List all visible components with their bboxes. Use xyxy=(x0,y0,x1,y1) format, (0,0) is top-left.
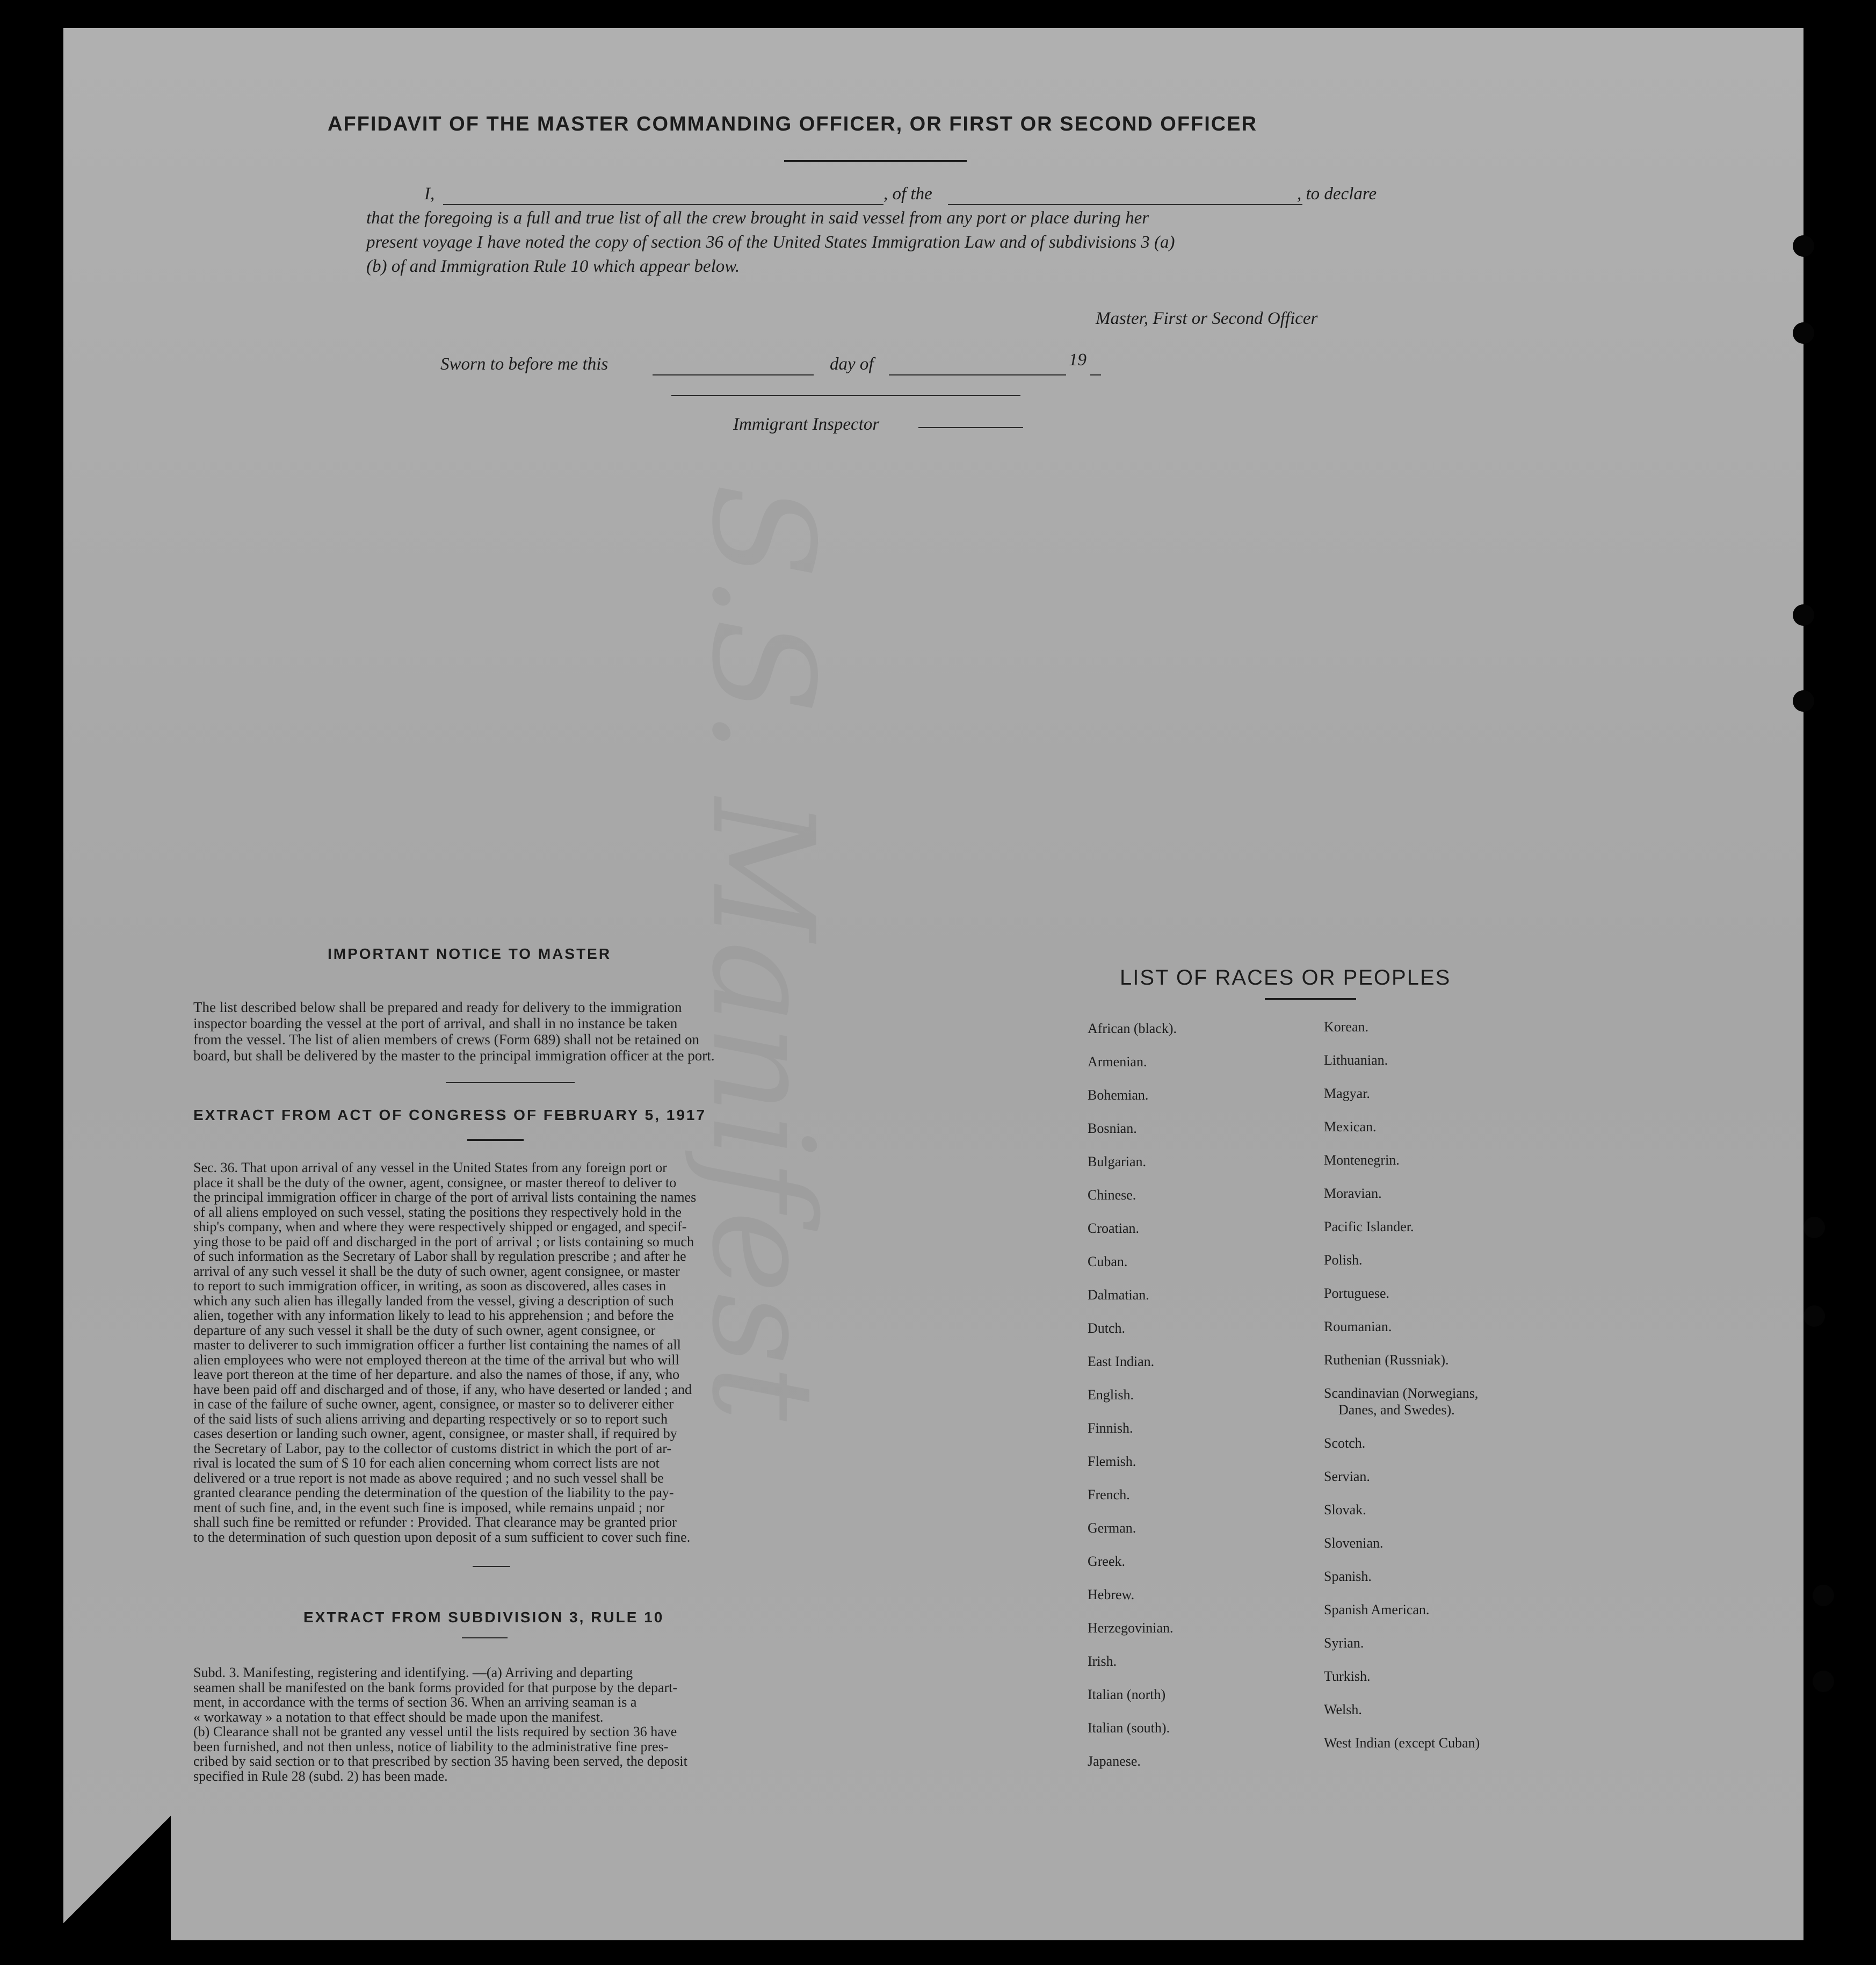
race-item: East Indian. xyxy=(1088,1354,1155,1369)
rule-line: ment, in accordance with the terms of section 36. When an arriving seaman is a xyxy=(193,1694,637,1710)
race-item: Italian (north) xyxy=(1088,1687,1166,1702)
signature-label: Master, First or Second Officer xyxy=(1096,309,1318,328)
day-of-label: day of xyxy=(830,355,874,374)
act-line: Sec. 36. That upon arrival of any vessel in the United States from any foreign port or xyxy=(193,1160,667,1175)
rule-extract-body xyxy=(193,1665,800,1783)
act-line: in case of the failure of suche owner, agent, consignee, or master so to deliverer either xyxy=(193,1396,674,1412)
race-item: Chinese. xyxy=(1088,1187,1136,1203)
race-item: Servian. xyxy=(1324,1469,1370,1484)
act-line: ying those to be paid off and discharged in the port of arrival ; or lists containing so much xyxy=(193,1233,694,1249)
act-line: which any such alien has illegally landed from the vessel, giving a description of such xyxy=(193,1292,674,1309)
sworn-label: Sworn to before me this xyxy=(440,355,609,374)
race-item: Montenegrin. xyxy=(1324,1152,1400,1168)
race-item: Dutch. xyxy=(1088,1320,1126,1336)
affidavit-title: AFFIDAVIT OF THE MASTER COMMANDING OFFICER, OR FIRST OR SECOND OFFICER xyxy=(328,113,1258,135)
act-line: ment of such fine, and, in the event such fine is imposed, while remains unpaid ; nor xyxy=(193,1499,665,1515)
race-item: Irish. xyxy=(1088,1653,1117,1669)
act-line: arrival of any such vessel it shall be the duty of such owner, agent consignee, or master xyxy=(193,1263,680,1279)
day-blank xyxy=(653,374,814,375)
punch-hole xyxy=(1803,1305,1825,1327)
name-blank xyxy=(443,204,883,205)
act-line: have been paid off and discharged and of those, if any, who have deserted or landed ; and xyxy=(193,1381,692,1397)
act-line: to report to such immigration officer, in writing, as soon as discovered, alles cases in xyxy=(193,1278,667,1294)
notice-line: from the vessel. The list of alien members of crews (Form 689) shall not be retained on xyxy=(193,1031,700,1047)
race-item: German. xyxy=(1088,1520,1136,1536)
rule-line: seamen shall be manifested on the bank forms provided for that purpose by the depart- xyxy=(193,1679,678,1695)
document-sheet xyxy=(63,28,1803,1940)
notice-line: inspector boarding the vessel at the port of arrival, and shall in no instance be taken xyxy=(193,1015,678,1031)
race-item: Spanish American. xyxy=(1324,1602,1430,1617)
rule-line: specified in Rule 28 (subd. 2) has been made. xyxy=(193,1768,448,1784)
month-blank xyxy=(889,374,1066,375)
act-extract-title: EXTRACT FROM ACT OF CONGRESS OF FEBRUARY 5, 1917 xyxy=(193,1107,707,1123)
race-item: West Indian (except Cuban) xyxy=(1324,1735,1480,1751)
race-item: Ruthenian (Russniak). xyxy=(1324,1352,1449,1368)
bleed-through-text: S.S. Manifest xyxy=(681,483,843,1421)
act-line: delivered or a true report is not made as above required ; and no such vessel shall be xyxy=(193,1470,664,1486)
act-line: alien, together with any information likely to lead to his apprehension ; and before the xyxy=(193,1307,674,1323)
race-item: Pacific Islander. xyxy=(1324,1219,1414,1234)
race-item: Croatian. xyxy=(1088,1220,1140,1236)
races-title: LIST OF RACES OR PEOPLES xyxy=(1120,966,1451,989)
act-line: rival is located the sum of $ 10 for each alien concerning whom correct lists are not xyxy=(193,1455,660,1471)
act-line: to the determination of such question upon deposit of a sum sufficient to cover such fine. xyxy=(193,1529,691,1545)
punch-hole xyxy=(1793,690,1814,712)
notice-title: IMPORTANT NOTICE TO MASTER xyxy=(328,945,612,962)
rule-line: (b) Clearance shall not be granted any vessel until the lists required by section 36 have xyxy=(193,1724,677,1739)
affidavit-line-2: that the foregoing is a full and true list of all the crew brought in said vessel from any port or place during her xyxy=(366,208,1149,228)
act-line: alien employees who were not employed thereon at the time of the arrival but who will xyxy=(193,1352,679,1368)
act-line: of such information as the Secretary of Labor shall by regulation prescribe ; and after he xyxy=(193,1248,686,1264)
race-item: Slovenian. xyxy=(1324,1535,1384,1551)
year-prefix: 19 xyxy=(1069,350,1087,370)
race-item: Moravian. xyxy=(1324,1186,1382,1201)
act-line: leave port thereon at the time of her departure. and also the names of those, if any, who xyxy=(193,1367,680,1382)
race-item: Bohemian. xyxy=(1088,1087,1149,1103)
affidavit-line-3: present voyage I have noted the copy of section 36 of the United States Immigration Law and of subdivisions 3 (a) xyxy=(366,233,1175,252)
punch-hole xyxy=(1813,1585,1834,1606)
race-item: Syrian. xyxy=(1324,1635,1364,1651)
act-line: cases desertion or landing such owner, agent, consignee, or master shall, if required by xyxy=(193,1426,677,1441)
race-item: French. xyxy=(1088,1487,1130,1502)
act-line: the principal immigration officer in charge of the port of arrival lists containing the names xyxy=(193,1189,697,1205)
act-line: granted clearance pending the determination of the question of the liability to the pay- xyxy=(193,1485,674,1500)
act-line: shall such fine be remitted or refunder : Provided. That clearance may be granted prior xyxy=(193,1514,677,1530)
title-underline xyxy=(784,160,967,162)
act-line: of all aliens employed on such vessel, stating the positions they respectively hold in the xyxy=(193,1204,682,1220)
folded-corner xyxy=(63,1789,171,1950)
race-item: Italian (south). xyxy=(1088,1720,1170,1736)
races-title-underline xyxy=(1265,998,1356,1000)
act-title-underline xyxy=(467,1139,524,1141)
race-item: Korean. xyxy=(1324,1019,1369,1035)
race-item: Finnish. xyxy=(1088,1420,1133,1436)
rule-title-underline xyxy=(462,1637,508,1638)
notice-line: The list described below shall be prepared and ready for delivery to the immigration xyxy=(193,999,682,1015)
race-item: Spanish. xyxy=(1324,1569,1372,1584)
race-item: Portuguese. xyxy=(1324,1285,1390,1301)
race-item: Danes, and Swedes). xyxy=(1338,1402,1455,1418)
race-item: African (black). xyxy=(1088,1021,1177,1036)
race-item: Mexican. xyxy=(1324,1119,1377,1135)
notice-line: board, but shall be delivered by the master to the principal immigration officer at the port. xyxy=(193,1047,715,1064)
rule-extract-title: EXTRACT FROM SUBDIVISION 3, RULE 10 xyxy=(303,1609,664,1626)
race-item: Magyar. xyxy=(1324,1086,1370,1101)
race-item: English. xyxy=(1088,1387,1134,1403)
affidavit-of-the: , of the xyxy=(883,184,932,204)
race-item: Scandinavian (Norwegians, xyxy=(1324,1385,1479,1401)
inspector-label: Immigrant Inspector xyxy=(733,415,880,434)
race-item: Bosnian. xyxy=(1088,1121,1137,1136)
rule-line: Subd. 3. Manifesting, registering and identifying. —(a) Arriving and departing xyxy=(193,1665,633,1680)
year-blank xyxy=(1090,374,1101,375)
race-item: Welsh. xyxy=(1324,1702,1362,1717)
act-separator xyxy=(473,1566,510,1567)
punch-hole xyxy=(1793,604,1814,626)
notice-separator xyxy=(446,1082,575,1083)
race-item: Hebrew. xyxy=(1088,1587,1135,1602)
race-item: Flemish. xyxy=(1088,1454,1136,1469)
race-item: Slovak. xyxy=(1324,1502,1366,1518)
race-item: Scotch. xyxy=(1324,1435,1366,1451)
race-item: Cuban. xyxy=(1088,1254,1128,1269)
race-item: Roumanian. xyxy=(1324,1319,1392,1334)
rule-line: « workaway » a notation to that effect should be made upon the manifest. xyxy=(193,1709,604,1725)
affidavit-i: I, xyxy=(424,184,435,204)
act-line: ship's company, when and where they were respectively shipped or engaged, and specif- xyxy=(193,1219,687,1234)
punch-hole xyxy=(1803,1217,1825,1238)
race-item: Herzegovinian. xyxy=(1088,1620,1174,1636)
race-item: Japanese. xyxy=(1088,1753,1141,1769)
notice-body xyxy=(193,999,789,1064)
rule-line: cribed by said section or to that prescribed by section 35 having been served, the deposit xyxy=(193,1753,687,1769)
race-item: Dalmatian. xyxy=(1088,1287,1149,1303)
affidavit-to-declare: , to declare xyxy=(1297,184,1377,204)
act-line: of the said lists of such aliens arriving and departing respectively or so to report such xyxy=(193,1411,668,1427)
vessel-blank xyxy=(948,204,1302,205)
rule-line: been furnished, and not then unless, notice of liability to the administrative fine pres- xyxy=(193,1738,669,1754)
act-line: departure of any such vessel it shall be the duty of such owner, agent consignee, or xyxy=(193,1322,656,1338)
race-item: Bulgarian. xyxy=(1088,1154,1147,1169)
act-extract-body xyxy=(193,1160,800,1544)
act-line: place it shall be the duty of the owner, agent, consignee, or master thereof to deliver to xyxy=(193,1174,677,1190)
inspector-signature-blank xyxy=(671,395,1020,396)
punch-hole xyxy=(1793,322,1814,344)
race-item: Polish. xyxy=(1324,1252,1363,1268)
punch-hole xyxy=(1813,1671,1834,1692)
race-item: Lithuanian. xyxy=(1324,1052,1388,1068)
affidavit-line-4: (b) of and Immigration Rule 10 which appear below. xyxy=(366,257,740,276)
inspector-blank xyxy=(918,427,1023,428)
race-item: Armenian. xyxy=(1088,1054,1147,1070)
punch-hole xyxy=(1793,235,1814,257)
act-line: master to deliverer to such immigration officer a further list containing the names of all xyxy=(193,1337,681,1353)
act-line: the Secretary of Labor, pay to the collector of customs district in which the port of ar- xyxy=(193,1440,672,1456)
race-item: Turkish. xyxy=(1324,1668,1371,1684)
race-item: Greek. xyxy=(1088,1554,1126,1569)
